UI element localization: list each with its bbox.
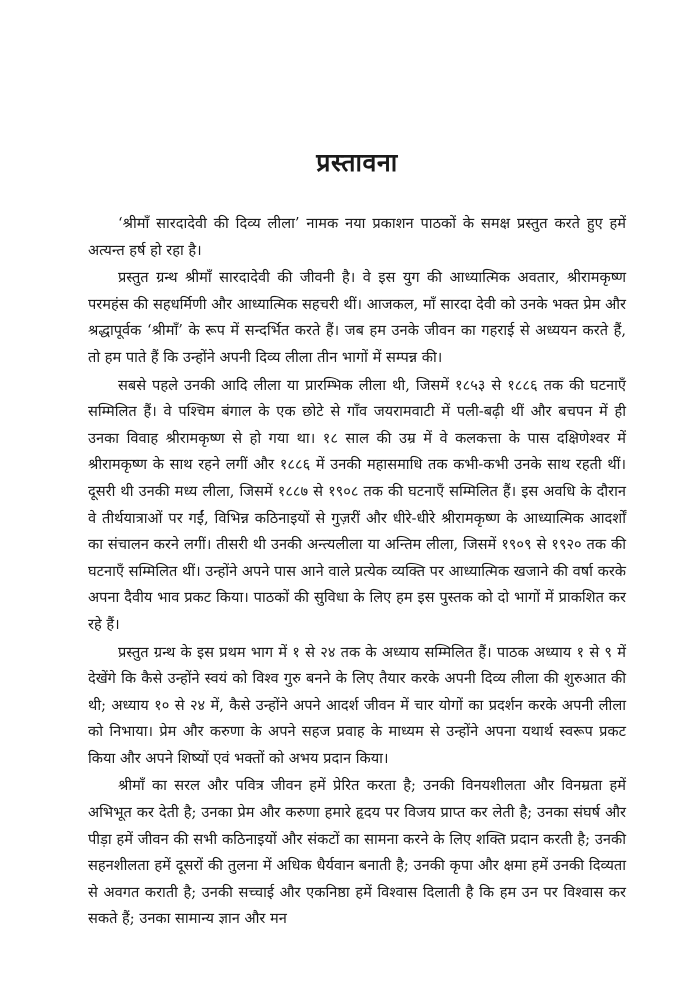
paragraph-first-part: प्रस्तुत ग्रन्थ के इस प्रथम भाग में १ से २४ तक के अध्याय सम्मिलित हैं। पाठक अध्याय १ से ९ में देखेंगे कि कैसे उन्होंने स्वयं को विश्व गुरु बनने के लिए तैयार करके अपनी दिव्य लीला की शुरुआत की थी; अध्याय १० से २४ में, कैसे उन्होंने अपने आदर्श जीवन में चार योगों का प्रदर्शन करके अपनी लीला को निभाया। प्रेम और करुणा के अपने सहज प्रवाह के माध्यम से उन्होंने अपना यथार्थ स्वरूप प्रकट किया और अपने शिष्यों एवं भक्तों को अभय प्रदान किया। [88,643,626,767]
paragraph-inspiration: श्रीमाँ का सरल और पवित्र जीवन हमें प्रेरित करता है; उनकी विनयशीलता और विनम्रता हमें अभिभूत कर देती है; उनका प्रेम और करुणा हमारे हृदय पर विजय प्राप्त कर लेती है; उनका संघर्ष और पीड़ा हमें जीवन की सभी कठिनाइयों और संकटों का सामना करने के लिए शक्ति प्रदान करती है; उनकी सहनशीलता हमें दूसरों की तुलना में अधिक धैर्यवान बनाती है; उनकी कृपा और क्षमा हमें उनकी दिव्यता से अवगत कराती है; उनकी सच्चाई और एकनिष्ठा हमें विश्वास दिलाती है कि हम उन पर विश्वास कर सकते हैं; उनका सामान्य ज्ञान और मन [88,777,626,928]
paragraph-biography: प्रस्तुत ग्रन्थ श्रीमाँ सारदादेवी की जीवनी है। वे इस युग की आध्यात्मिक अवतार, श्रीरामकृष्ण परमहंस की सहधर्मिणी और आध्यात्मिक सहचरी थीं। आजकल, माँ सारदा देवी को उनके भक्त प्रेम और श्रद्धापूर्वक ‘श्रीमाँ’ के रूप में सन्दर्भित करते हैं। जब हम उनके जीवन का गहराई से अध्ययन करते हैं, तो हम पाते हैं कि उन्होंने अपनी दिव्य लीला तीन भागों में सम्पन्न की। [88,269,626,366]
paragraph-intro: ‘श्रीमाँ सारदादेवी की दिव्य लीला’ नामक नया प्रकाशन पाठकों के समक्ष प्रस्तुत करते हुए हमें अत्यन्त हर्ष हो रहा है। [88,215,626,259]
paragraph-three-lilas: सबसे पहले उनकी आदि लीला या प्रारम्भिक लीला थी, जिसमें १८५३ से १८८६ तक की घटनाएँ सम्मिलित हैं। वे पश्चिम बंगाल के एक छोटे से गाँव जयरामवाटी में पली-बढ़ी थीं और बचपन में ही उनका विवाह श्रीरामकृष्ण से हो गया था। १८ साल की उम्र में वे कलकत्ता के पास दक्षिणेश्वर में श्रीरामकृष्ण के साथ रहने लगीं और १८८६ में उनकी महासमाधि तक कभी-कभी उनके साथ रहती थीं। दूसरी थी उनकी मध्य लीला, जिसमें १८८७ से १९०८ तक की घटनाएँ सम्मिलित हैं। इस अवधि के दौरान वे तीर्थयात्राओं पर गईं, विभिन्न कठिनाइयों से गुज़रीं और धीरे-धीरे श्रीरामकृष्ण के आध्यात्मिक आदर्शों का संचालन करने लगीं। तीसरी थी उनकी अन्त्यलीला या अन्तिम लीला, जिसमें १९०९ से १९२० तक की घटनाएँ सम्मिलित थीं। उन्होंने अपने पास आने वाले प्रत्येक व्यक्ति पर आध्यात्मिक खजाने की वर्षा करके अपना दैवीय भाव प्रकट किया। पाठकों की सुविधा के लिए हम इस पुस्तक को दो भागों में प्राकशित कर रहे हैं। [88,376,626,633]
page-title: प्रस्तावना [316,148,398,177]
page-body [88,145,626,934]
